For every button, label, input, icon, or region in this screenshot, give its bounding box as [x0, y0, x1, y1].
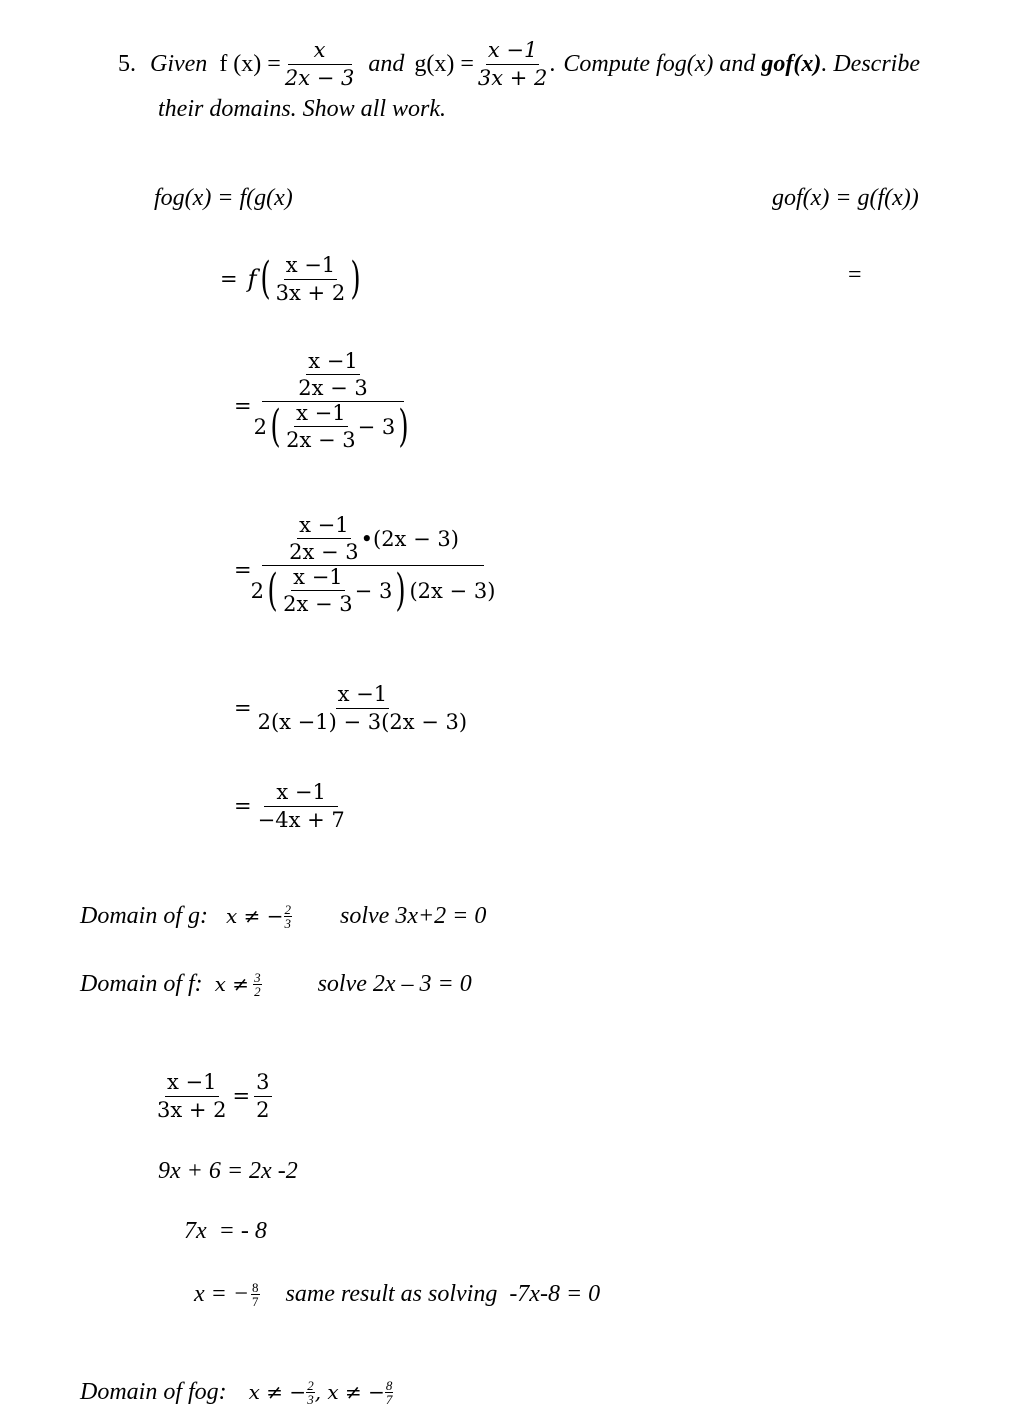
solve-line-2: 7x = - 8 — [184, 1218, 267, 1244]
step3-top-numerator: x −1 — [297, 514, 350, 539]
x-fraction — [251, 1281, 260, 1308]
g-numerator: x −1 — [486, 39, 539, 64]
step3-top-fraction — [287, 514, 361, 563]
problem-line-2: their domains. Show all work. — [158, 96, 447, 122]
f-denominator: 2x − 3 — [284, 65, 355, 90]
equals-sign: = — [234, 794, 252, 818]
equals-sign: = — [220, 267, 238, 291]
g-definition-fraction — [476, 39, 550, 88]
f-symbol: f — [247, 265, 257, 293]
inner-denominator: 2x − 3 — [283, 592, 353, 617]
step3-top-denominator: 2x − 3 — [289, 540, 359, 565]
right-paren: ) — [350, 253, 361, 304]
step4-fraction — [256, 683, 469, 732]
equals-sign: = — [234, 696, 252, 720]
frac-denominator: 7 — [252, 1293, 259, 1309]
problem-statement — [118, 38, 920, 90]
step5-numerator: x −1 — [264, 781, 338, 806]
same-result-note: same result as solving -7x-8 = 0 — [285, 1280, 601, 1307]
f-label: f (x) = — [219, 50, 281, 77]
domain-g-condition: x ≠ − — [226, 904, 284, 928]
domain-f-fraction — [253, 971, 262, 998]
frac-numerator: 8 — [385, 1377, 393, 1393]
inner-denominator: 2x − 3 — [286, 428, 356, 453]
equals-sign: = — [232, 1084, 251, 1108]
right-paren: ) — [395, 564, 407, 616]
gof-equals: = — [848, 262, 862, 288]
multiply-term: •(2x − 3) — [360, 526, 459, 551]
domain-f-solve: solve 2x – 3 = 0 — [317, 970, 472, 997]
rhs-numerator: 3 — [254, 1071, 271, 1096]
step2-top-fraction — [296, 350, 370, 399]
f-definition-fraction — [283, 39, 357, 88]
step2-inner-fraction — [284, 402, 358, 451]
g-label: g(x) = — [414, 50, 474, 77]
given-text: Given — [150, 50, 208, 77]
solve-rhs-fraction — [254, 1071, 271, 1120]
and-text: and — [368, 50, 405, 77]
f-numerator: x — [288, 39, 352, 64]
period: . — [549, 50, 556, 77]
solve-result-row — [194, 1276, 600, 1312]
frac-denominator: 3 — [284, 915, 292, 931]
equals-sign: = — [234, 394, 252, 418]
step5-fraction — [256, 781, 347, 830]
times-term: (2x − 3) — [409, 578, 496, 603]
right-paren: ) — [398, 400, 410, 452]
domain-fog-row — [80, 1374, 393, 1410]
step3-denominator — [251, 566, 496, 615]
minus-three: − 3 — [357, 414, 396, 439]
step2-top-denominator: 2x − 3 — [298, 376, 368, 401]
step1-denominator: 3x + 2 — [275, 280, 346, 305]
step3-inner-fraction — [281, 566, 355, 615]
fog-fraction-2 — [385, 1379, 394, 1406]
fog-header: fog(x) = f(g(x) — [154, 185, 293, 211]
step4-denominator: 2(x −1) − 3(2x − 3) — [257, 709, 468, 734]
frac-denominator: 7 — [385, 1391, 393, 1407]
minus-three: − 3 — [354, 578, 393, 603]
describe-text: . Describe — [821, 50, 920, 77]
step1-numerator: x −1 — [284, 254, 337, 279]
step5-denominator: −4x + 7 — [257, 807, 345, 832]
inner-numerator: x −1 — [291, 566, 344, 591]
solve-equation — [155, 1064, 272, 1128]
domain-fog-label: Domain of fog: — [80, 1378, 227, 1405]
g-denominator: 3x + 2 — [477, 65, 548, 90]
fog-step-4 — [234, 676, 469, 740]
compute-text: Compute fog(x) and — [563, 50, 756, 77]
left-paren: ( — [270, 400, 281, 452]
left-paren: ( — [259, 253, 271, 304]
domain-g-label: Domain of g: — [80, 902, 208, 929]
domain-g-row — [80, 898, 486, 934]
lhs-denominator: 3x + 2 — [157, 1097, 227, 1122]
step2-top-numerator: x −1 — [306, 350, 359, 375]
gof-bold-text: gof(x) — [761, 50, 822, 77]
fog-step-5 — [234, 774, 347, 838]
fog-condition-2: , x ≠ − — [314, 1380, 385, 1404]
frac-numerator: 3 — [254, 969, 261, 985]
fog-fraction-1 — [306, 1379, 315, 1406]
domain-f-condition: x ≠ — [214, 972, 250, 996]
fog-condition-1: x ≠ − — [248, 1380, 307, 1404]
rhs-denominator: 2 — [256, 1097, 270, 1122]
equals-sign: = — [234, 558, 252, 582]
domain-f-row — [80, 966, 472, 1002]
gof-header: gof(x) = g(f(x)) — [772, 185, 919, 211]
left-paren: ( — [267, 564, 278, 616]
frac-numerator: 2 — [284, 901, 292, 917]
solve-lhs-fraction — [155, 1071, 229, 1120]
solve-line-1: 9x + 6 = 2x -2 — [158, 1158, 298, 1184]
frac-numerator: 2 — [307, 1377, 314, 1393]
frac-denominator: 3 — [307, 1391, 314, 1407]
step4-numerator: x −1 — [336, 683, 389, 708]
step2-complex-fraction — [253, 349, 410, 453]
inner-numerator: x −1 — [294, 402, 347, 427]
step3-numerator — [287, 514, 459, 563]
fog-step-1 — [220, 246, 364, 312]
step3-complex-fraction — [250, 513, 496, 617]
domain-f-label: Domain of f: — [80, 970, 203, 997]
step2-denominator — [254, 402, 413, 451]
lhs-numerator: x −1 — [165, 1071, 218, 1096]
domain-g-solve: solve 3x+2 = 0 — [340, 902, 487, 929]
frac-numerator: 8 — [252, 1279, 259, 1295]
domain-g-fraction — [284, 903, 293, 930]
coefficient-two: 2 — [253, 414, 267, 439]
coefficient-two: 2 — [250, 578, 264, 603]
x-equals: x = − — [194, 1280, 250, 1307]
problem-number: 5. — [118, 50, 136, 77]
frac-denominator: 2 — [254, 983, 261, 999]
step1-fraction — [274, 254, 348, 303]
